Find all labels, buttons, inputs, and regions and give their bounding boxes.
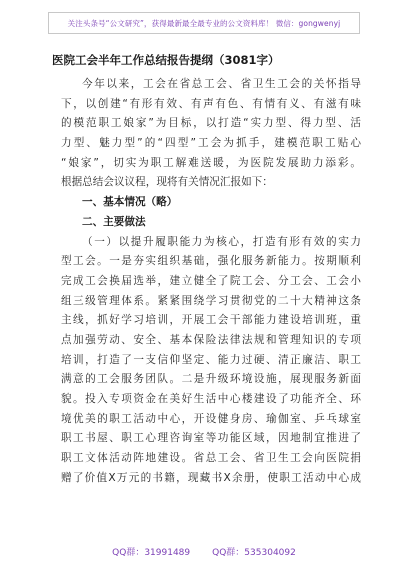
body-line: 下，以创建“有形有效、有声有色、有情有义、有滋有味 [61, 97, 361, 110]
body-line: 今年以来，工会在省总工会、省卫生工会的关怀指导 [82, 78, 361, 90]
body-line: 培训，打造了一支信仰坚定、能力过硬、清正廉洁、职工 [61, 353, 361, 366]
body-line: 主线，抓好学习培训，开展工会干部能力建设培训班，重 [61, 314, 361, 327]
section-heading-practices: 二、主要做法 [82, 215, 146, 228]
body-line: 完成工会换届选举，建立健全了院工会、分工会、工会小 [61, 274, 361, 287]
footer-contacts [0, 545, 408, 558]
body-line: 职工书屋、职工心理咨询室等功能区域，因地制宜推进了 [61, 432, 361, 445]
body-line: 满意的工会服务团队。二是升级环境设施，展现服务新面 [61, 373, 361, 386]
body-line: 的模范职工娘家”为目标，以打造“实力型、得力型、活 [61, 117, 361, 130]
document-body [61, 75, 361, 488]
body-line: 力型、魅力型”的“四型”工会为抓手，建模范职工贴心 [61, 137, 361, 150]
section-heading-basic: 一、基本情况（略） [82, 196, 178, 209]
body-line: 组三级管理体系。紧紧围绕学习贯彻党的二十大精神这条 [61, 294, 361, 307]
footer-qq-group-2: QQ群：535304092 [212, 548, 296, 558]
body-line: 型工会。一是夯实组织基础，强化服务新能力。按期顺利 [61, 255, 361, 268]
header-note: 关注头条号“公文研究”，获得最新最全最专业的公文资料库！ 微信：gongwenyj [67, 18, 341, 28]
body-line: 职工文体活动阵地建设。省总工会、省卫生工会向医院捐 [61, 452, 361, 465]
footer-qq-group-1: QQ群：31991489 [112, 548, 191, 558]
body-line: “娘家”，切实为职工解难送暖，为医院发展助力添彩。 [61, 156, 361, 169]
body-line: 境优美的职工活动中心，开设健身房、瑜伽室、乒乓球室 [61, 412, 361, 425]
document-title: 医院工会半年工作总结报告提纲（3081字） [52, 53, 280, 67]
body-line: 点加强劳动、安全、基本保险法律法规和管理知识的专项 [61, 333, 361, 346]
body-line: 根据总结会议议程，现将有关情况汇报如下： [61, 176, 273, 189]
body-line: 赠了价值X万元的书籍，现藏书X余册，使职工活动中心成 [61, 471, 361, 484]
body-line: 貌。投入专项资金在美好生活中心楼建设了功能齐全、环 [61, 393, 361, 405]
body-line: （一）以提升履职能力为核心，打造有形有效的实力 [82, 235, 361, 248]
header-banner [48, 12, 360, 34]
